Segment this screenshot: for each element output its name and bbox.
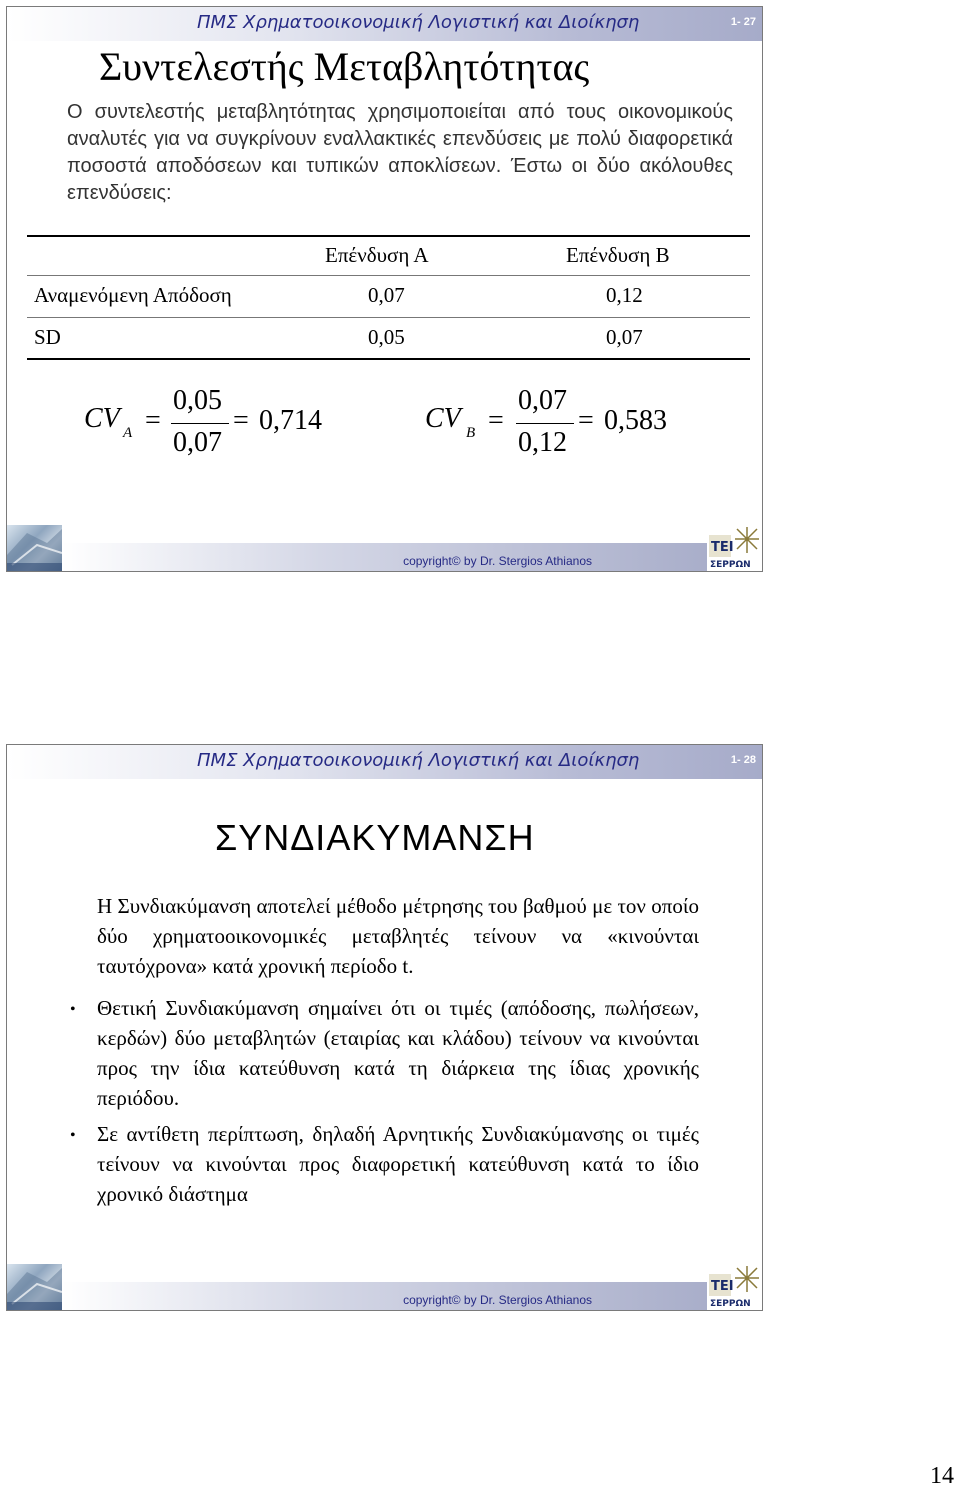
- svg-text:ΤΕΙ: ΤΕΙ: [711, 1279, 734, 1294]
- table-bottom-rule: [27, 358, 750, 360]
- footer-copyright: copyright© by Dr. Stergios Athianos: [403, 1293, 592, 1307]
- header-title: ΠΜΣ Χρηματοοικονομική Λογιστική και Διοίκηση: [197, 750, 640, 771]
- table-cell: 0,12: [606, 283, 643, 307]
- bullet-text: Θετική Συνδιακύμανση σημαίνει ότι οι τιμές (απόδοσης, πωλήσεων, κερδών) δύο μεταβλητών (εταιρίας και κλάδου) τείνουν να κινούνται προς την ίδια κατεύθυνση κατά τη διάρκεια της ίδιας χρονικής περιόδου.: [97, 996, 699, 1110]
- footer-bar: [62, 1282, 707, 1310]
- slide-body-text: Ο συντελεστής μεταβλητότητας χρησιμοποιείται από τους οικονομικούς αναλυτές για να συγκρίνουν εναλλακτικές επενδύσεις με πολύ διαφορετικά ποσοστά αποδόσεων και τυπικών αποκλίσεων. Έστω οι δύο ακόλουθες επενδύσεις:: [67, 101, 733, 204]
- table-row-label: Αναμενόμενη Απόδοση: [34, 283, 232, 307]
- header-title: ΠΜΣ Χρηματοοικονομική Λογιστική και Διοίκηση: [197, 12, 640, 33]
- slide-footer: [7, 1264, 762, 1310]
- slide-27: ΠΜΣ Χρηματοοικονομική Λογιστική και Διοίκηση 1- 27 Συντελεστής Μεταβλητότητας Ο συντελεστής μεταβλητότητας χρησιμοποιείται από τους οικονομικούς αναλυτές για να συγκρίνουν εναλλακτικές επενδύσεις με πολύ διαφορετικά ποσοστά αποδόσεων και τυπικών αποκλίσεων. Έστω οι δύο ακόλουθες επενδύσεις: Επένδυση Α Επένδυση Β Αναμενόμενη Απόδοση 0,07 0,12 SD 0,05 0,07 CV A = 0,05 0,07 = 0,714 CV B = 0,07 0,12 = 0,583 copyright© by Dr. Stergios Athianos ΤΕΙ ΣΕΡΡΩΝ: [6, 6, 763, 572]
- table-top-rule: [27, 235, 750, 237]
- slide-number: 1- 28: [730, 754, 756, 766]
- slide-footer: [7, 525, 762, 571]
- table-header-investment-a: Επένδυση Α: [325, 243, 429, 267]
- footer-bar: [62, 543, 707, 571]
- footer-copyright: copyright© by Dr. Stergios Athianos: [403, 554, 592, 568]
- svg-text:ΣΕΡΡΩΝ: ΣΕΡΡΩΝ: [710, 560, 751, 570]
- bullet-text: Σε αντίθετη περίπτωση, δηλαδή Αρνητικής Συνδιακύμανσης οι τιμές τείνουν να κινούνται προς διαφορετική κατεύθυνση κατά το ίδιο χρονικό διάστημα: [97, 1122, 699, 1206]
- slide-header: [7, 745, 762, 779]
- tei-serres-logo-icon: [707, 1264, 762, 1310]
- table-header-investment-b: Επένδυση Β: [566, 243, 670, 267]
- slide-header: [7, 7, 762, 41]
- logistics-logo-icon: [7, 525, 62, 571]
- table-rule: [27, 317, 750, 318]
- table-row-label: SD: [34, 325, 61, 349]
- slide-28: [6, 744, 763, 1311]
- slide-title: Συντελεστής Μεταβλητότητας: [99, 44, 590, 89]
- tei-serres-logo-icon: [707, 525, 762, 571]
- bullet-icon: •: [70, 1001, 76, 1018]
- svg-text:ΤΕΙ: ΤΕΙ: [711, 540, 734, 555]
- table-cell: 0,07: [368, 283, 405, 307]
- slide-title: ΣΥΝΔΙΑΚΥΜΑΝΣΗ: [215, 817, 535, 858]
- slide-intro-text: Η Συνδιακύμανση αποτελεί μέθοδο μέτρησης του βαθμού με τον οποίο δύο χρηματοοικονομικές μεταβλητές τείνουν να «κινούνται ταυτόχρονα» κατά χρονική περίοδο t.: [97, 894, 699, 978]
- page-number: 14: [930, 1463, 954, 1489]
- table-cell: 0,07: [606, 325, 643, 349]
- svg-text:ΣΕΡΡΩΝ: ΣΕΡΡΩΝ: [710, 1299, 751, 1309]
- table-rule: [27, 275, 750, 276]
- logistics-logo-icon: [7, 1264, 62, 1310]
- table-cell: 0,05: [368, 325, 405, 349]
- slide-number: 1- 27: [730, 16, 756, 28]
- bullet-icon: •: [70, 1127, 76, 1144]
